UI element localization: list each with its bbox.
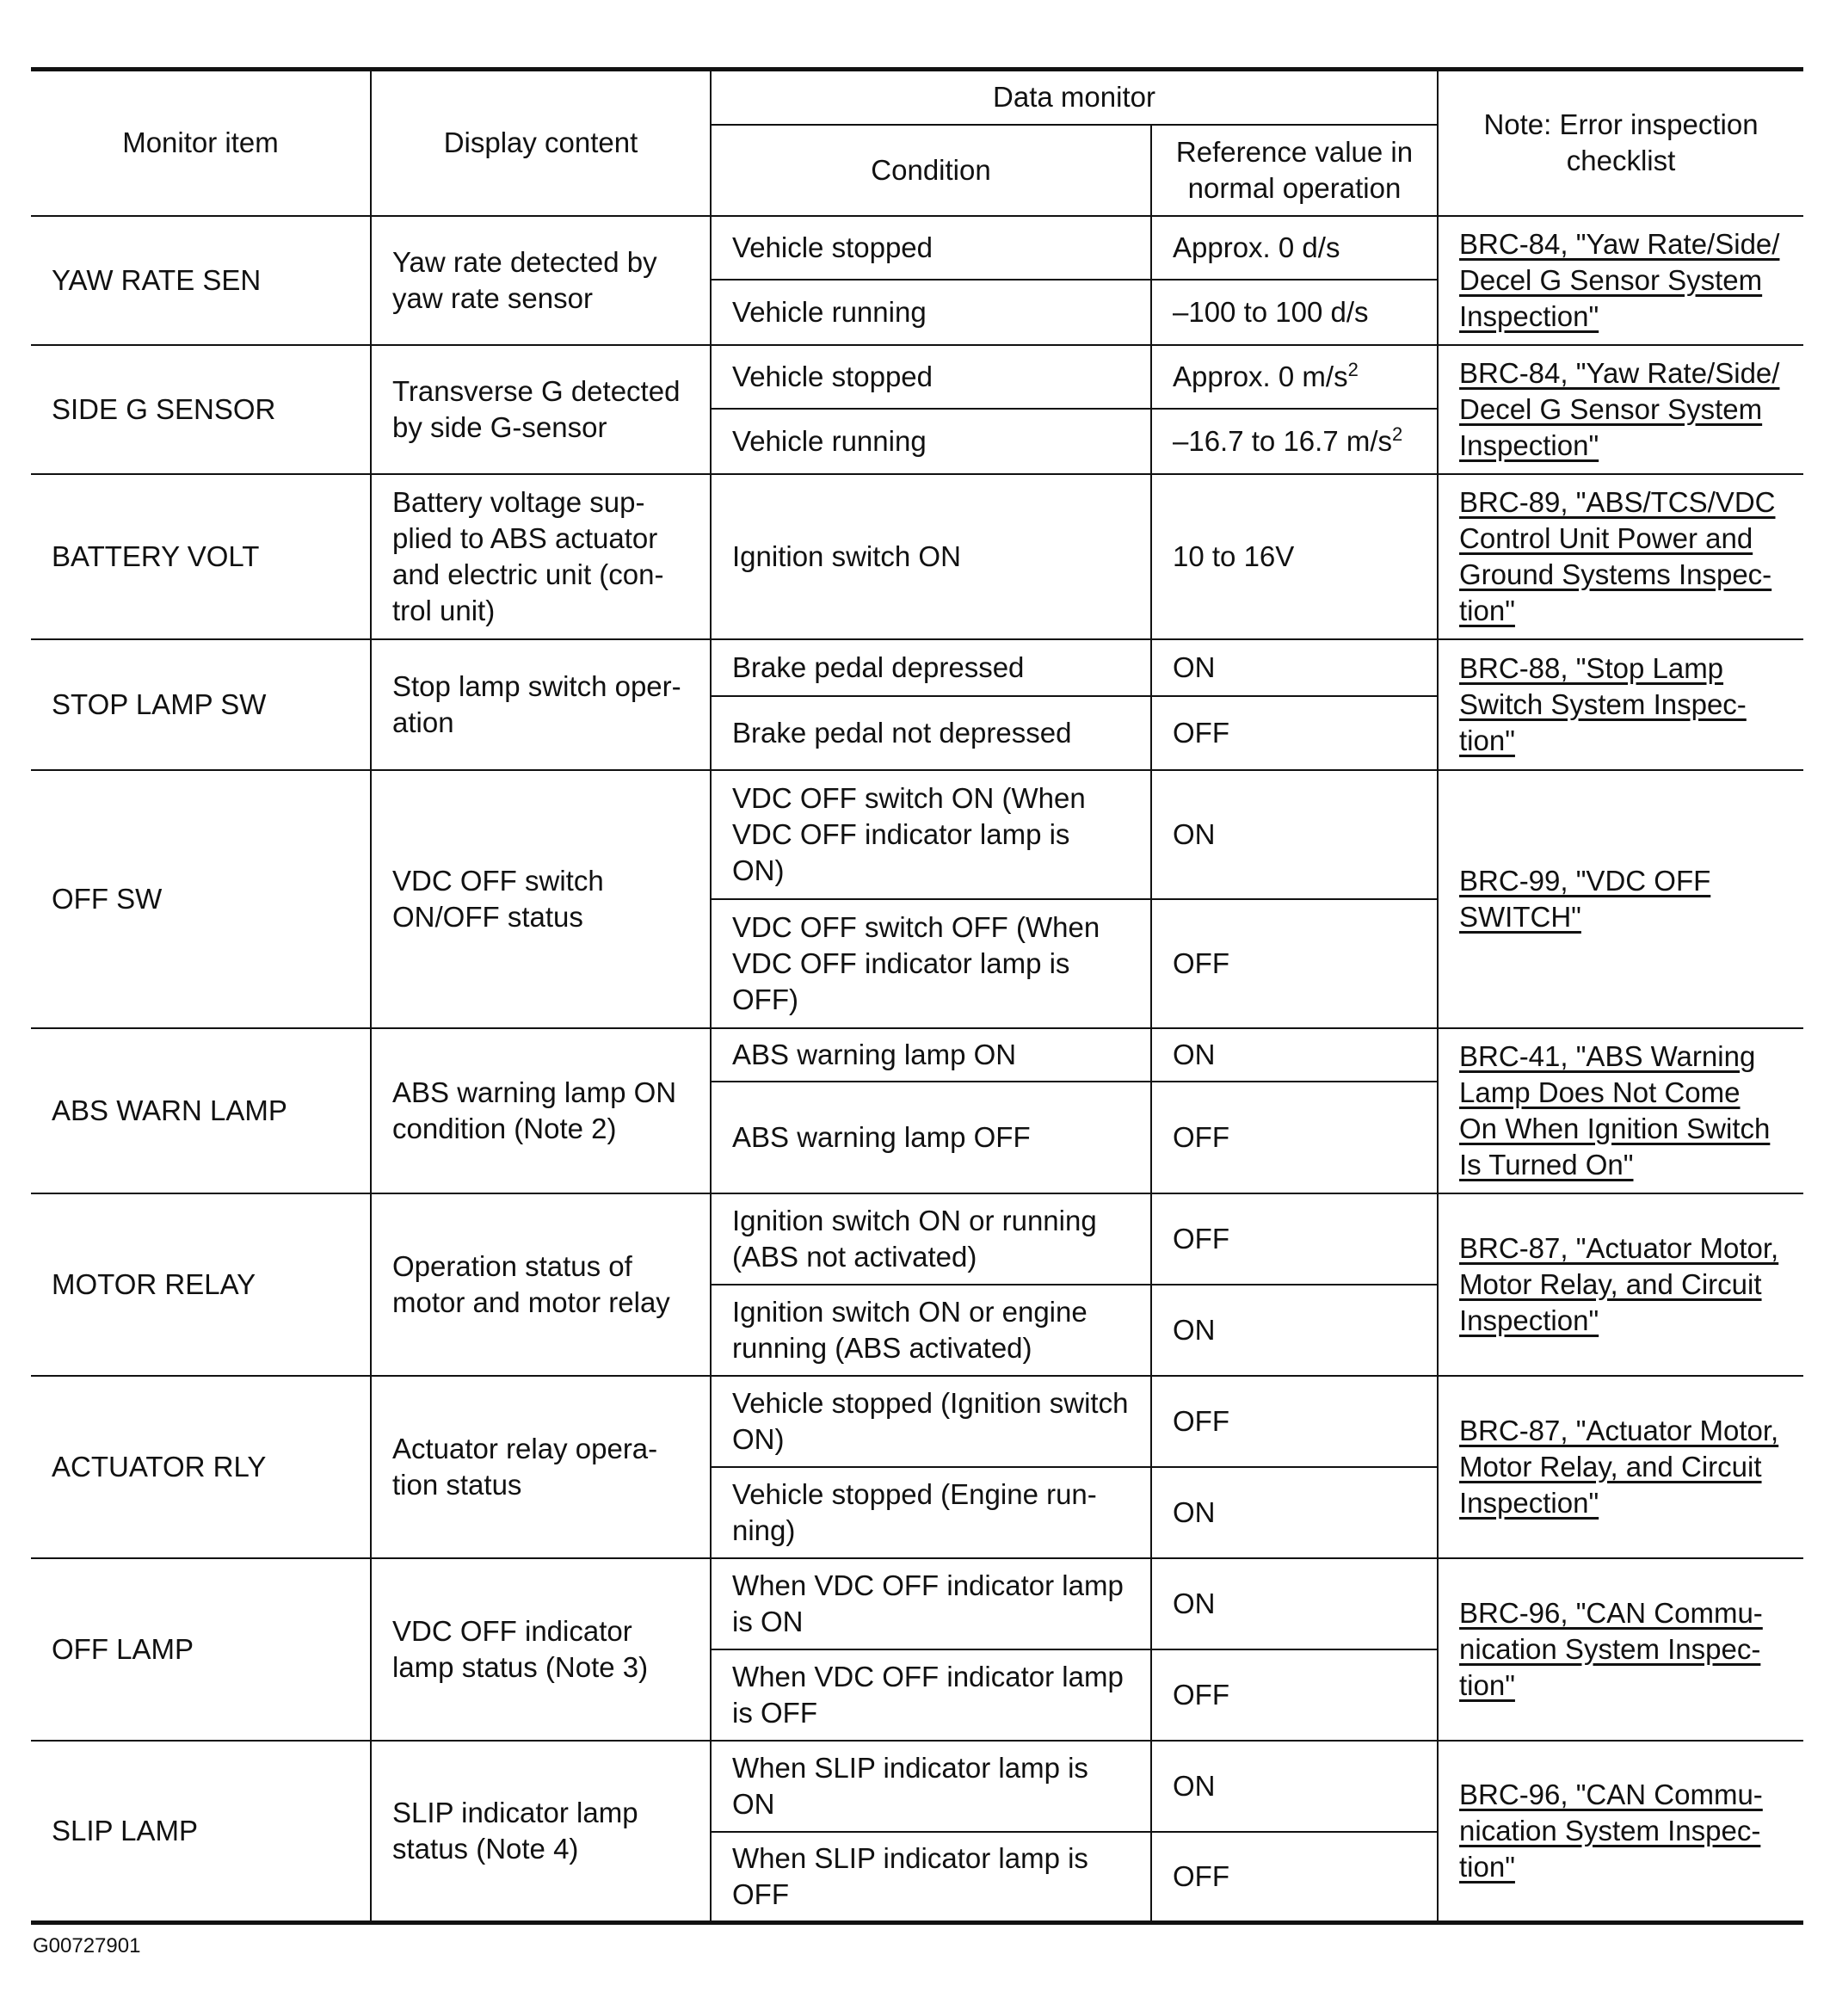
table-body xyxy=(31,216,1803,1923)
monitor-item-cell: YAW RATE SEN xyxy=(31,216,371,345)
reference-value-text: ON xyxy=(1173,1769,1216,1802)
reference-value-text: OFF xyxy=(1173,1404,1229,1437)
inspection-link[interactable]: BRC-87, "Actuator Motor, Motor Relay, and Circuit Inspection" xyxy=(1459,1414,1779,1519)
unit-exponent: 2 xyxy=(1347,358,1359,380)
reference-value-cell xyxy=(1151,1285,1438,1376)
condition-cell: When VDC OFF indicator lamp is OFF xyxy=(711,1649,1151,1741)
inspection-checklist-cell xyxy=(1438,770,1803,1028)
condition-cell: Vehicle stopped (Engine run-ning) xyxy=(711,1467,1151,1558)
reference-value-text: ON xyxy=(1173,1587,1216,1619)
reference-value-text: –16.7 to 16.7 m/s xyxy=(1173,424,1392,457)
condition-cell: When VDC OFF indicator lamp is ON xyxy=(711,1558,1151,1649)
display-content-cell: VDC OFF indicator lamp status (Note 3) xyxy=(371,1558,711,1741)
reference-value-text: ON xyxy=(1173,1038,1216,1070)
reference-value-text: ON xyxy=(1173,1313,1216,1346)
monitor-item-cell: SIDE G SENSOR xyxy=(31,345,371,474)
reference-value-text: OFF xyxy=(1173,716,1229,749)
monitor-item-cell: OFF LAMP xyxy=(31,1558,371,1741)
display-content-cell: Operation status of motor and motor relay xyxy=(371,1193,711,1376)
condition-cell: Vehicle running xyxy=(711,409,1151,474)
monitor-item-cell: BATTERY VOLT xyxy=(31,474,371,639)
reference-value-text: Approx. 0 m/s xyxy=(1173,360,1348,392)
inspection-link[interactable]: BRC-84, "Yaw Rate/Side/ Decel G Sensor System Inspection" xyxy=(1459,227,1780,332)
reference-value-cell xyxy=(1151,345,1438,409)
data-monitor-table xyxy=(31,67,1803,1925)
reference-value-cell xyxy=(1151,639,1438,696)
condition-cell: When SLIP indicator lamp is ON xyxy=(711,1741,1151,1832)
table-row xyxy=(31,1028,1803,1082)
inspection-checklist-cell xyxy=(1438,639,1803,770)
condition-cell: Ignition switch ON or running (ABS not activated) xyxy=(711,1193,1151,1285)
condition-cell: When SLIP indicator lamp is OFF xyxy=(711,1832,1151,1923)
inspection-link[interactable]: BRC-96, "CAN Commu-nication System Inspec-tion" xyxy=(1459,1778,1763,1883)
inspection-checklist-cell xyxy=(1438,1741,1803,1923)
reference-value-cell xyxy=(1151,1558,1438,1649)
header-data-monitor: Data monitor xyxy=(711,70,1438,125)
header-reference-value: Reference value in normal operation xyxy=(1151,125,1438,216)
reference-value-cell xyxy=(1151,1832,1438,1923)
table-row xyxy=(31,639,1803,696)
inspection-link[interactable]: BRC-88, "Stop Lamp Switch System Inspec-tion" xyxy=(1459,651,1747,756)
reference-value-text: 10 to 16V xyxy=(1173,539,1295,572)
reference-value-cell xyxy=(1151,696,1438,770)
reference-value-cell xyxy=(1151,770,1438,899)
reference-value-cell xyxy=(1151,280,1438,345)
inspection-link[interactable]: BRC-99, "VDC OFF SWITCH" xyxy=(1459,864,1711,933)
condition-cell: VDC OFF switch OFF (When VDC OFF indicator lamp is OFF) xyxy=(711,899,1151,1028)
condition-cell: ABS warning lamp ON xyxy=(711,1028,1151,1082)
reference-value-cell xyxy=(1151,1376,1438,1467)
inspection-checklist-cell xyxy=(1438,216,1803,345)
monitor-item-cell: ABS WARN LAMP xyxy=(31,1028,371,1193)
inspection-checklist-cell xyxy=(1438,1558,1803,1741)
reference-value-cell xyxy=(1151,216,1438,280)
inspection-checklist-cell xyxy=(1438,345,1803,474)
table-row xyxy=(31,1558,1803,1649)
condition-cell: Vehicle stopped (Ignition switch ON) xyxy=(711,1376,1151,1467)
inspection-link[interactable]: BRC-41, "ABS Warning Lamp Does Not Come On When Ignition Switch Is Turned On" xyxy=(1459,1039,1771,1181)
table-row xyxy=(31,474,1803,639)
table-row xyxy=(31,1193,1803,1285)
reference-value-cell xyxy=(1151,1193,1438,1285)
inspection-link[interactable]: BRC-84, "Yaw Rate/Side/ Decel G Sensor System Inspection" xyxy=(1459,356,1780,461)
table-row xyxy=(31,770,1803,899)
reference-value-text: OFF xyxy=(1173,946,1229,979)
inspection-checklist-cell xyxy=(1438,1376,1803,1558)
reference-value-text: Approx. 0 d/s xyxy=(1173,231,1340,263)
condition-cell: Vehicle stopped xyxy=(711,216,1151,280)
inspection-link[interactable]: BRC-87, "Actuator Motor, Motor Relay, and Circuit Inspection" xyxy=(1459,1231,1779,1336)
condition-cell: VDC OFF switch ON (When VDC OFF indicator lamp is ON) xyxy=(711,770,1151,899)
display-content-cell: Battery voltage sup-plied to ABS actuator and electric unit (con-trol unit) xyxy=(371,474,711,639)
reference-value-cell xyxy=(1151,474,1438,639)
unit-exponent: 2 xyxy=(1392,422,1403,445)
condition-cell: Brake pedal depressed xyxy=(711,639,1151,696)
display-content-cell: Transverse G detected by side G-sensor xyxy=(371,345,711,474)
reference-value-cell xyxy=(1151,1649,1438,1741)
table-row xyxy=(31,345,1803,409)
display-content-cell: Yaw rate detected by yaw rate sensor xyxy=(371,216,711,345)
reference-value-text: –100 to 100 d/s xyxy=(1173,295,1369,328)
reference-value-text: OFF xyxy=(1173,1859,1229,1892)
reference-value-text: OFF xyxy=(1173,1678,1229,1711)
inspection-checklist-cell xyxy=(1438,474,1803,639)
header-display-content: Display content xyxy=(371,70,711,216)
display-content-cell: Stop lamp switch oper-ation xyxy=(371,639,711,770)
reference-value-text: ON xyxy=(1173,817,1216,850)
inspection-link[interactable]: BRC-96, "CAN Commu-nication System Inspec-tion" xyxy=(1459,1596,1763,1701)
reference-value-cell xyxy=(1151,409,1438,474)
condition-cell: Ignition switch ON or engine running (ABS activated) xyxy=(711,1285,1151,1376)
table-row xyxy=(31,1741,1803,1832)
inspection-checklist-cell xyxy=(1438,1028,1803,1193)
inspection-checklist-cell xyxy=(1438,1193,1803,1376)
monitor-item-cell: SLIP LAMP xyxy=(31,1741,371,1923)
table-row xyxy=(31,216,1803,280)
header-monitor-item: Monitor item xyxy=(31,70,371,216)
reference-value-text: ON xyxy=(1173,1495,1216,1528)
display-content-cell: ABS warning lamp ON condition (Note 2) xyxy=(371,1028,711,1193)
monitor-item-cell: MOTOR RELAY xyxy=(31,1193,371,1376)
reference-value-text: OFF xyxy=(1173,1120,1229,1153)
reference-value-cell xyxy=(1151,1028,1438,1082)
condition-cell: Vehicle stopped xyxy=(711,345,1151,409)
header-condition: Condition xyxy=(711,125,1151,216)
display-content-cell: SLIP indicator lamp status (Note 4) xyxy=(371,1741,711,1923)
reference-value-cell xyxy=(1151,1741,1438,1832)
reference-value-cell xyxy=(1151,899,1438,1028)
header-note: Note: Error inspection checklist xyxy=(1438,70,1803,216)
reference-value-cell xyxy=(1151,1082,1438,1193)
condition-cell: ABS warning lamp OFF xyxy=(711,1082,1151,1193)
table-row xyxy=(31,1376,1803,1467)
inspection-link[interactable]: BRC-89, "ABS/TCS/VDC Control Unit Power and Ground Systems Inspec-tion" xyxy=(1459,485,1776,626)
condition-cell: Vehicle running xyxy=(711,280,1151,345)
monitor-item-cell: OFF SW xyxy=(31,770,371,1028)
monitor-item-cell: STOP LAMP SW xyxy=(31,639,371,770)
reference-value-text: OFF xyxy=(1173,1222,1229,1255)
condition-cell: Brake pedal not depressed xyxy=(711,696,1151,770)
condition-cell: Ignition switch ON xyxy=(711,474,1151,639)
display-content-cell: VDC OFF switch ON/OFF status xyxy=(371,770,711,1028)
monitor-item-cell: ACTUATOR RLY xyxy=(31,1376,371,1558)
reference-value-cell xyxy=(1151,1467,1438,1558)
reference-value-text: ON xyxy=(1173,650,1216,683)
display-content-cell: Actuator relay opera-tion status xyxy=(371,1376,711,1558)
figure-id: G00727901 xyxy=(33,1934,141,1957)
